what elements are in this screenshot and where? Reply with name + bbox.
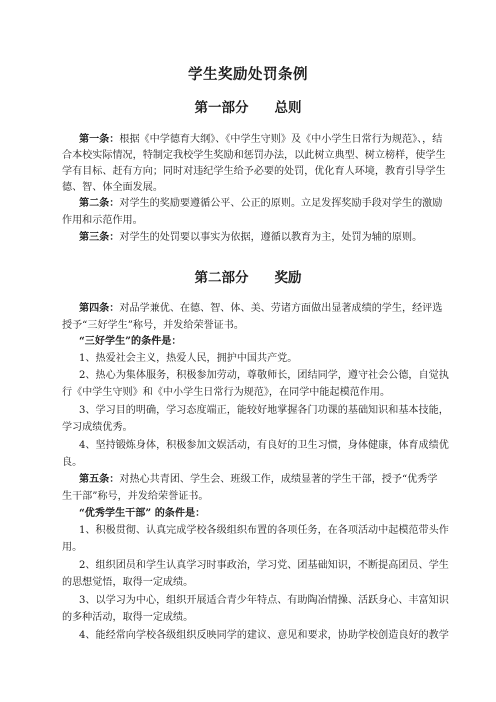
part1-number: 第一部分	[194, 100, 249, 116]
article-2-text: 对学生的奖励要遵循公平、公正的原则。立足发挥奖励手段对学生的激励	[119, 198, 443, 209]
section-heading-part2	[0, 266, 496, 286]
sanhao-conditions-heading: “三好学生”的条件是：	[79, 336, 182, 347]
article-5-line	[79, 474, 437, 486]
article-2-line: 作用和示范作用。	[62, 215, 143, 226]
article-2-line	[79, 198, 442, 210]
part2-number: 第二部分	[194, 270, 249, 286]
section-heading-part1	[0, 96, 496, 116]
sanhao-condition-3: 3、学习目的明确，学习态度端正，能较好地掌握各门功课的基础知识和基本技能，	[79, 405, 449, 416]
article-1-line: 学有目标、赶有方向；同时对违纪学生给予必要的处罚，优化育人环境，教育引导学生	[62, 166, 446, 177]
article-4-line: 授予“三好学生”称号，并发给荣誉证书。	[62, 320, 244, 331]
ganbu-conditions-heading: “优秀学生干部” 的条件是：	[79, 508, 206, 519]
article-3-line	[79, 232, 422, 244]
ganbu-condition-2-cont: 的思想觉悟，取得一定成绩。	[62, 577, 194, 588]
article-5-label: 第五条：	[79, 474, 120, 485]
sanhao-condition-3-cont: 学习成绩优秀。	[62, 422, 133, 433]
article-2-label: 第二条：	[79, 198, 120, 209]
sanhao-condition-2-cont: 行《中学生守则》和《中小学生日常行为规范》，在同学中能起模范作用。	[62, 387, 391, 398]
sanhao-condition-2: 2、热心为集体服务，积极参加劳动，尊敬师长，团结同学，遵守社会公德，自觉执	[79, 370, 449, 381]
ganbu-condition-2: 2、组织团员和学生认真学习时事政治，学习党、团基础知识，不断提高团员、学生	[79, 560, 449, 571]
article-1-line: 合本校实际情况，特制定我校学生奖励和惩罚办法，以此树立典型、树立榜样，使学生	[62, 150, 446, 161]
part2-name: 奖励	[274, 270, 302, 286]
sanhao-condition-1: 1、热爱社会主义，热爱人民，拥护中国共产党。	[79, 353, 298, 364]
ganbu-condition-1-cont: 用。	[62, 542, 83, 553]
article-4-text: 对品学兼优、在德、智、体、美、劳诸方面做出显著成绩的学生，经评选	[119, 303, 443, 314]
part1-name: 总则	[274, 100, 302, 116]
sanhao-condition-4: 4、坚持锻炼身体，积极参加文娱活动，有良好的卫生习惯，身体健康，体育成绩优	[79, 440, 449, 451]
ganbu-condition-4: 4、能经常向学校各级组织反映同学的建议、意见和要求，协助学校创造良好的教学	[79, 630, 449, 641]
article-3-label: 第三条：	[79, 232, 120, 243]
ganbu-condition-3: 3、以学习为中心，组织开展适合青少年特点、有助陶冶情操、活跃身心、丰富知识	[79, 595, 449, 606]
article-5-text: 对热心共青团、学生会、班级工作，成绩显著的学生干部，授予“优秀学	[119, 474, 438, 485]
article-4-label: 第四条：	[79, 303, 120, 314]
article-5-line: 生干部”称号，并发给荣誉证书。	[62, 491, 209, 502]
article-4-line	[79, 303, 442, 315]
article-1-label: 第一条：	[79, 134, 120, 145]
sanhao-condition-4-cont: 良。	[62, 457, 83, 468]
article-1-line: 德、智、体全面发展。	[62, 182, 163, 193]
document-title: 学生奖励处罚条例	[188, 67, 308, 83]
article-1-text: 根据《中学德育大纲》、《中学生守则》及《中小学生日常行为规范》、，结	[119, 134, 443, 145]
article-3-text: 对学生的处罚要以事实为依据，遵循以教育为主，处罚为辅的原则。	[119, 232, 423, 243]
article-1-line	[79, 134, 442, 146]
ganbu-condition-1: 1、积极贯彻、认真完成学校各级组织布置的各项任务，在各项活动中起模范带头作	[79, 525, 449, 536]
ganbu-condition-3-cont: 的多种活动，取得一定成绩。	[62, 612, 194, 623]
